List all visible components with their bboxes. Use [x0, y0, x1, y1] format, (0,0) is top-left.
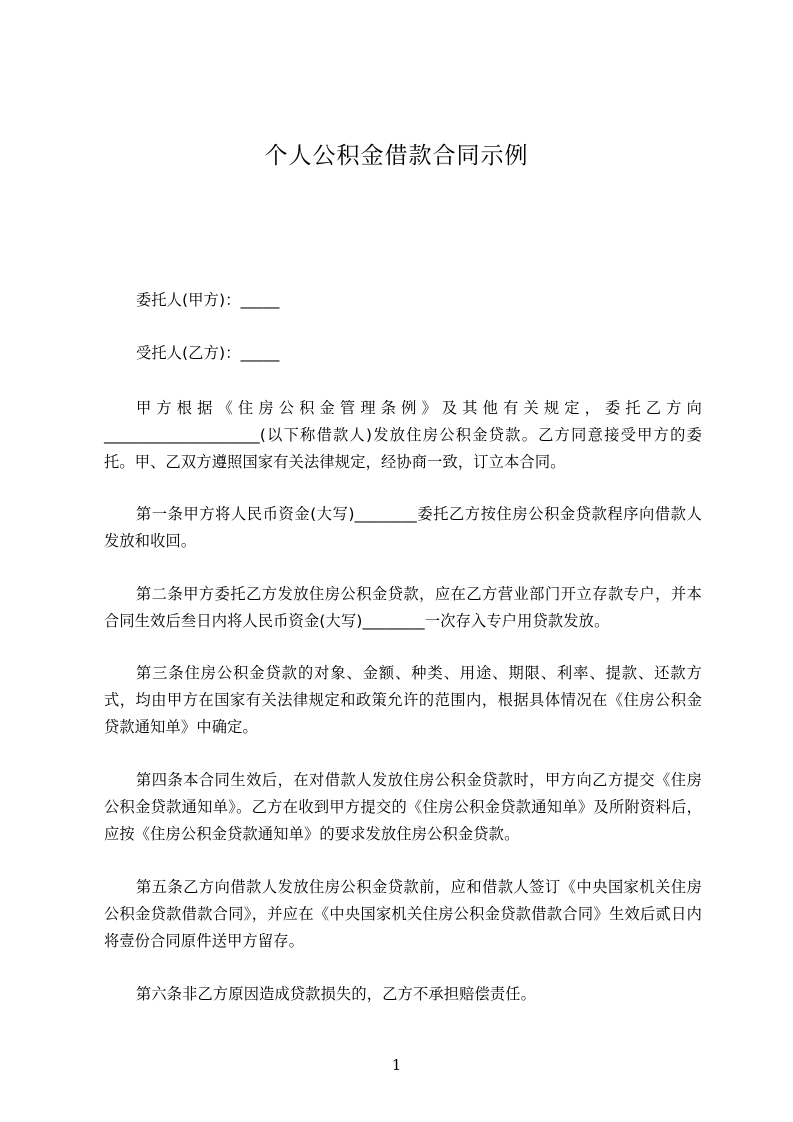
clause-trustee: 受托人(乙方)：_____ [136, 344, 280, 362]
clause-article-6: 第六条非乙方原因造成贷款损失的，乙方不承担赔偿责任。 [136, 985, 537, 1003]
page-number: 1 [391, 1056, 402, 1074]
document-title: 个人公积金借款合同示例 [264, 143, 529, 169]
clause-article-3: 第三条住房公积金贷款的对象、金额、种类、用途、期限、利率、提款、还款方式，均由甲方在国家有关法律规定和政策允许的范围内，根据具体情况在《住房公积金贷款通知单》中确定。 [104, 664, 702, 736]
clause-preamble: 甲方根据《住房公积金管理条例》及其他有关规定，委托乙方向____________________(以下称借款人)发放住房公积金贷款。乙方同意接受甲方的委托。甲、乙双方遵照国家有关法律规定，经协商一致，订立本合同。 [104, 399, 702, 471]
clause-article-1: 第一条甲方将人民币资金(大写)________委托乙方按住房公积金贷款程序向借款人发放和收回。 [104, 505, 702, 550]
clause-article-4: 第四条本合同生效后，在对借款人发放住房公积金贷款时，甲方向乙方提交《住房公积金贷款通知单》。乙方在收到甲方提交的《住房公积金贷款通知单》及所附资料后，应按《住房公积金贷款通知单》的要求发放住房公积金贷款。 [104, 771, 702, 843]
clause-article-2: 第二条甲方委托乙方发放住房公积金贷款，应在乙方营业部门开立存款专户，并本合同生效后叁日内将人民币资金(大写)________一次存入专户用贷款发放。 [104, 585, 702, 630]
clause-article-5: 第五条乙方向借款人发放住房公积金贷款前，应和借款人签订《中央国家机关住房公积金贷款借款合同》，并应在《中央国家机关住房公积金贷款借款合同》生效后贰日内将壹份合同原件送甲方留存。 [104, 878, 702, 950]
clause-principal: 委托人(甲方)：_____ [136, 291, 280, 309]
